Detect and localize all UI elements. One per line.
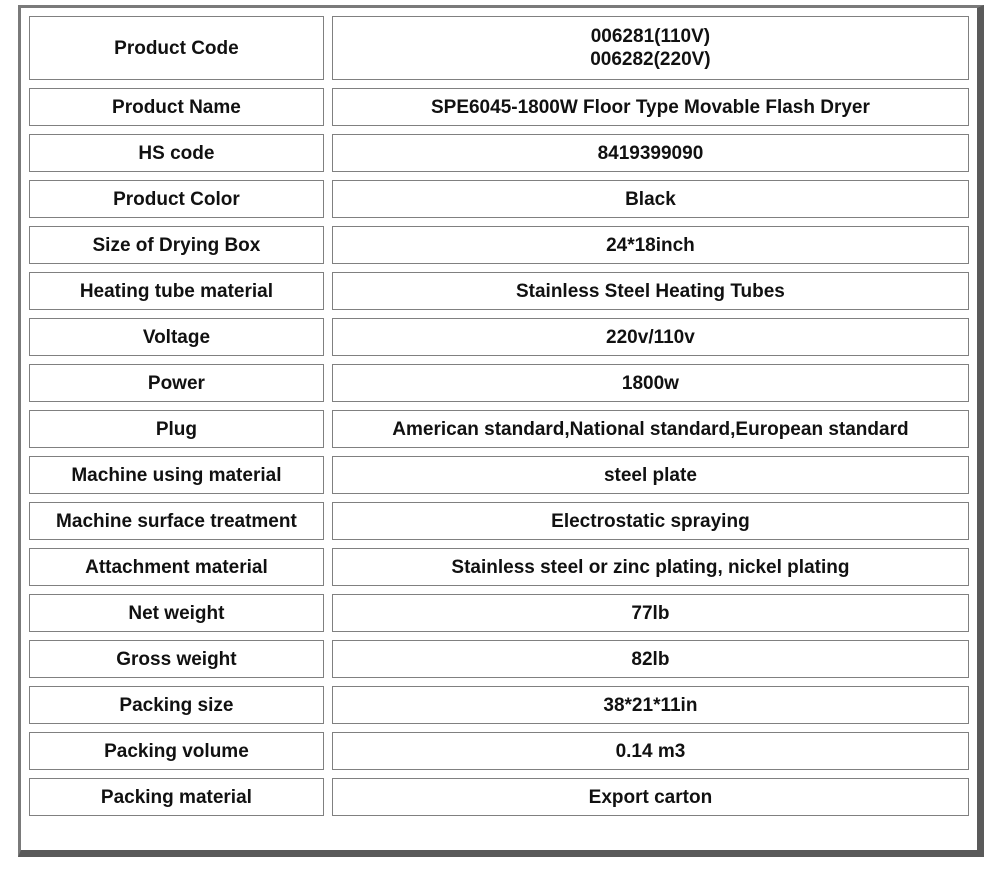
spec-value: 220v/110v	[332, 318, 969, 356]
table-row	[29, 134, 969, 172]
spec-table-body	[29, 16, 969, 816]
spec-value: Export carton	[332, 778, 969, 816]
table-row	[29, 732, 969, 770]
spec-label: Packing size	[29, 686, 324, 724]
table-row	[29, 502, 969, 540]
spec-label: Power	[29, 364, 324, 402]
spec-value	[332, 16, 969, 80]
spec-label: Voltage	[29, 318, 324, 356]
table-row	[29, 88, 969, 126]
spec-label: Size of Drying Box	[29, 226, 324, 264]
spec-label: HS code	[29, 134, 324, 172]
spec-value: 82lb	[332, 640, 969, 678]
spec-value-line: 006282(220V)	[590, 49, 711, 70]
spec-label: Machine surface treatment	[29, 502, 324, 540]
spec-table	[21, 8, 977, 824]
table-row	[29, 640, 969, 678]
spec-label: Heating tube material	[29, 272, 324, 310]
spec-label: Product Code	[29, 16, 324, 80]
spec-label: Net weight	[29, 594, 324, 632]
table-row	[29, 226, 969, 264]
spec-label: Attachment material	[29, 548, 324, 586]
table-row	[29, 272, 969, 310]
spec-value-line: 006281(110V)	[590, 26, 711, 47]
spec-value: 77lb	[332, 594, 969, 632]
table-row	[29, 548, 969, 586]
spec-value: Stainless steel or zinc plating, nickel plating	[332, 548, 969, 586]
spec-label: Gross weight	[29, 640, 324, 678]
table-row	[29, 410, 969, 448]
spec-value: 38*21*11in	[332, 686, 969, 724]
table-row	[29, 594, 969, 632]
spec-table-frame	[18, 5, 984, 857]
table-row	[29, 456, 969, 494]
spec-label: Product Color	[29, 180, 324, 218]
table-row	[29, 686, 969, 724]
spec-label: Packing material	[29, 778, 324, 816]
spec-value: American standard,National standard,European standard	[332, 410, 969, 448]
table-row	[29, 318, 969, 356]
table-row	[29, 778, 969, 816]
spec-value: Electrostatic spraying	[332, 502, 969, 540]
spec-value: 0.14 m3	[332, 732, 969, 770]
spec-value: 1800w	[332, 364, 969, 402]
spec-value: 8419399090	[332, 134, 969, 172]
spec-label: Product Name	[29, 88, 324, 126]
spec-label: Plug	[29, 410, 324, 448]
table-row	[29, 180, 969, 218]
spec-value: 24*18inch	[332, 226, 969, 264]
spec-value: Stainless Steel Heating Tubes	[332, 272, 969, 310]
spec-value: Black	[332, 180, 969, 218]
table-row	[29, 364, 969, 402]
spec-value: steel plate	[332, 456, 969, 494]
table-row	[29, 16, 969, 80]
spec-label: Packing volume	[29, 732, 324, 770]
spec-value: SPE6045-1800W Floor Type Movable Flash Dryer	[332, 88, 969, 126]
spec-label: Machine using material	[29, 456, 324, 494]
